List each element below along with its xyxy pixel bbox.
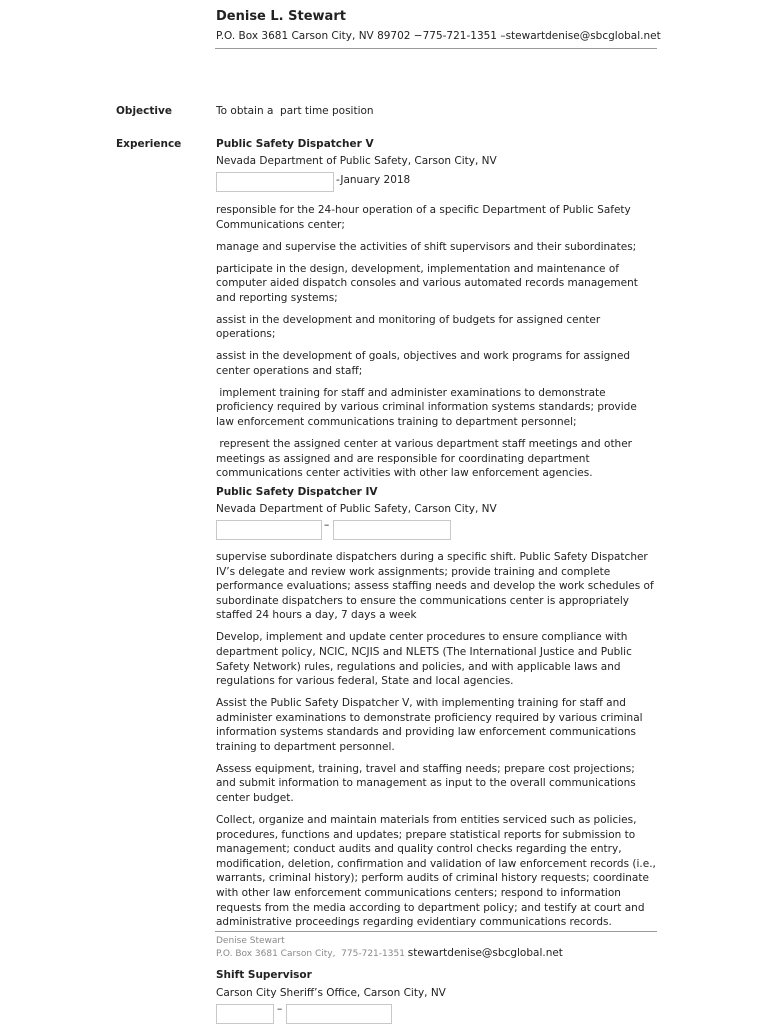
duty-item: Assess equipment, training, travel and staffing needs; prepare cost projections; and submit information to management as input to the overall communications center budget. [216, 762, 636, 805]
date-separator: – [324, 519, 330, 531]
end-date-text: -January 2018 [336, 174, 411, 186]
duties-list-2 [216, 550, 656, 937]
experience-label: Experience [116, 138, 182, 150]
end-date-field[interactable] [286, 1004, 392, 1024]
resume-name: Denise L. Stewart [216, 9, 346, 24]
duty-item: supervise subordinate dispatchers during a specific shift. Public Safety Dispatcher IV’s delegate and review work assignments; provide training and complete performance evaluations; assess staffing needs and develop the work schedules of subordinate dispatchers to ensure the communications center is appropriately staffed 24 hours a day, 7 days a week [216, 551, 654, 622]
objective-text: To obtain a part time position [216, 105, 374, 117]
start-date-field[interactable] [216, 172, 334, 192]
end-date-field[interactable] [333, 520, 451, 540]
job-employer: Nevada Department of Public Safety, Carson City, NV [216, 503, 497, 515]
job-title: Public Safety Dispatcher IV [216, 486, 378, 498]
duty-item: Develop, implement and update center procedures to ensure compliance with department policy, NCIC, NCJIS and NLETS (The International Justice and Public Safety Network) rules, regulations and policies, and with applicable laws and regulations for various federal, State and local agencies. [216, 631, 632, 688]
duty-item: implement training for staff and administer examinations to demonstrate proficiency required by various criminal information systems standards; provide law enforcement communications training to department personnel; [216, 386, 641, 429]
duty-item: assist in the development of goals, objectives and work programs for assigned center operations and staff; [216, 350, 631, 377]
job-employer: Nevada Department of Public Safety, Carson City, NV [216, 155, 497, 167]
footer-contact-text: P.O. Box 3681 Carson City, 775-721-1351 [216, 949, 408, 959]
duty-item: Assist the Public Safety Dispatcher V, with implementing training for staff and administer examinations to demonstrate proficiency required by various criminal information systems standards and providing law enforcement communications training to department personnel. [216, 697, 643, 753]
contact-line: P.O. Box 3681 Carson City, NV 89702 −775-721-1351 –stewartdenise@sbcglobal.net [216, 30, 661, 42]
footer-name: Denise Stewart [216, 936, 285, 946]
header-divider [215, 48, 657, 49]
duty-item: responsible for the 24-hour operation of a specific Department of Public Safety Communications center; [216, 204, 631, 231]
duty-item: manage and supervise the activities of shift supervisors and their subordinates; [216, 240, 637, 253]
footer-email: stewartdenise@sbcglobal.net [407, 947, 563, 959]
date-separator: – [277, 1003, 283, 1015]
duty-item: assist in the development and monitoring of budgets for assigned center operations; [216, 313, 601, 341]
start-date-field[interactable] [216, 520, 322, 540]
job-title: Shift Supervisor [216, 969, 312, 981]
duty-item: participate in the design, development, implementation and maintenance of computer aided dispatch consoles and various automated records management and reporting systems; [216, 262, 638, 304]
job-title: Public Safety Dispatcher V [216, 138, 374, 150]
duty-item: represent the assigned center at various department staff meetings and other meetings as assigned and are responsible for coordinating department communications center activities with other law enforcement agencies. [216, 438, 636, 480]
footer-contact [216, 947, 563, 959]
duties-list-1 [216, 203, 656, 488]
start-date-field[interactable] [216, 1004, 274, 1024]
objective-label: Objective [116, 105, 172, 117]
duty-item: Collect, organize and maintain materials from entities serviced such as policies, procedures, functions and updates; prepare statistical reports for submission to management; conduct audits and quality control checks regarding the entry, modification, deletion, confirmation and validation of law enforcement records (i.e., warrants, criminal history); perform audits of criminal history requests; coordinate with other law enforcement communications centers; respond to information requests from the media according to department policy; and testify at court and administrative proceedings regarding evidentiary communications records. [216, 814, 656, 929]
job-employer: Carson City Sheriff’s Office, Carson City, NV [216, 987, 446, 999]
footer-divider [215, 931, 657, 932]
